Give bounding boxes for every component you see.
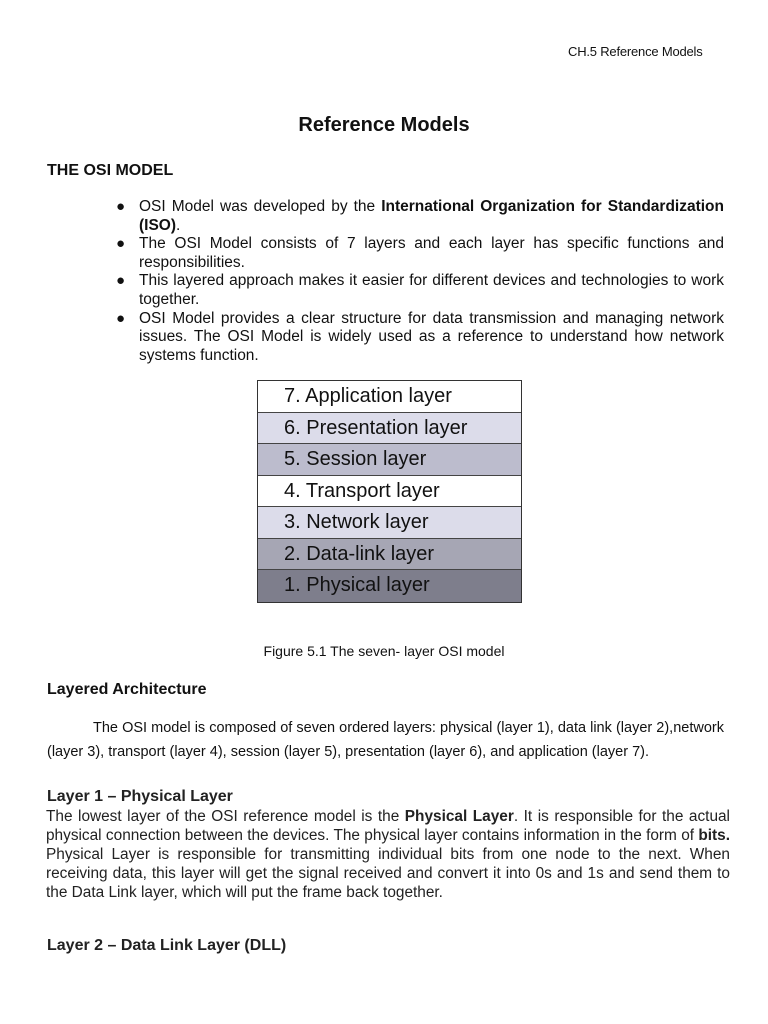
layer-box-network: 3. Network layer — [258, 507, 521, 539]
document-title: Reference Models — [298, 114, 470, 136]
bullet-text: This layered approach makes it easier for different devices and technologies to work together. — [139, 272, 724, 308]
bullet-text-end: . — [176, 216, 181, 234]
section-heading-layer1: Layer 1 – Physical Layer — [47, 788, 233, 805]
layer-box-session: 5. Session layer — [258, 444, 521, 476]
layer-box-application: 7. Application layer — [258, 381, 521, 413]
bullet-item — [115, 235, 724, 272]
bullet-icon: ● — [116, 235, 126, 253]
layer-box-transport: 4. Transport layer — [258, 476, 521, 508]
section-heading-osi-model: THE OSI MODEL — [47, 162, 174, 179]
bullet-text: The OSI Model consists of 7 layers and each layer has specific functions and responsibilities. — [139, 235, 724, 271]
layer1-text: The lowest layer of the OSI reference model is the — [46, 808, 405, 825]
layer-box-data-link: 2. Data-link layer — [258, 539, 521, 571]
running-header: CH.5 Reference Models — [568, 44, 703, 59]
layer1-paragraph — [46, 807, 730, 902]
osi-bullet-list — [115, 198, 724, 365]
bullet-bold-text: International Organization for Standardization (ISO) — [139, 198, 724, 234]
bullet-item — [115, 272, 724, 309]
layer-box-presentation: 6. Presentation layer — [258, 413, 521, 445]
figure-caption: Figure 5.1 The seven- layer OSI model — [263, 643, 505, 659]
layer1-text: Physical Layer is responsible for transmitting individual bits from one node to the next. When receiving data, this layer will get the signal received and convert it into 0s and 1s and send them to the Data Link layer, which will put the frame back together. — [46, 846, 730, 901]
bullet-icon: ● — [116, 272, 126, 290]
section-heading-layered-architecture: Layered Architecture — [47, 681, 207, 698]
bullet-item — [115, 198, 724, 235]
bullet-icon: ● — [116, 198, 126, 215]
layer1-bold-bits: bits. — [698, 827, 730, 844]
osi-layer-diagram — [257, 380, 522, 603]
layer1-bold-physical-layer: Physical Layer — [404, 808, 514, 825]
section-heading-layer2: Layer 2 – Data Link Layer (DLL) — [47, 937, 287, 954]
bullet-text: OSI Model provides a clear structure for data transmission and managing network issues. The OSI Model is widely used as a reference to understand how network systems function. — [139, 309, 724, 364]
layer1-text: . It is responsible for the actual physical connection between the devices. The physical layer contains information in the form of — [46, 808, 730, 844]
layered-architecture-paragraph: The OSI model is composed of seven ordered layers: physical (layer 1), data link (layer 2),network (layer 3), transport (layer 4), session (layer 5), presentation (layer 6), and application (layer 7). — [47, 720, 724, 760]
bullet-item — [115, 310, 724, 366]
bullet-text: OSI Model was developed by the — [139, 198, 382, 215]
layer-box-physical: 1. Physical layer — [258, 570, 521, 602]
bullet-icon: ● — [116, 309, 126, 327]
